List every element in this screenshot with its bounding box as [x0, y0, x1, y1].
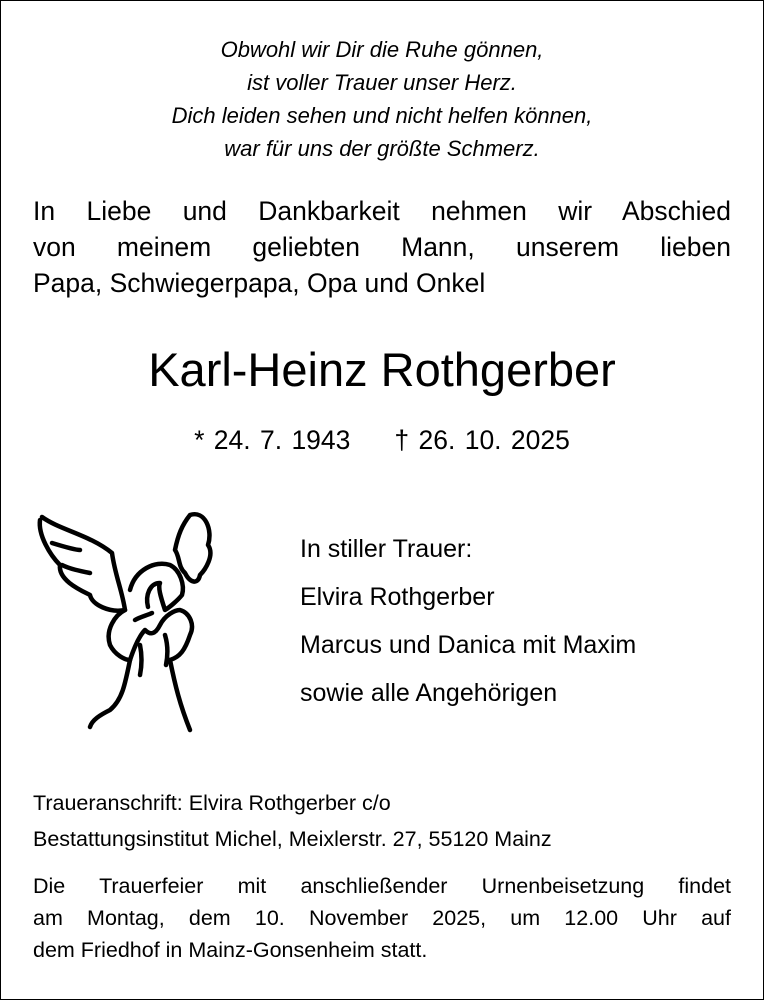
- condolence-address: [33, 785, 552, 857]
- intro-text: [33, 193, 731, 301]
- address-line: Bestattungsinstitut Michel, Meixlerstr. 27, 55120 Mainz: [33, 827, 552, 851]
- funeral-line: dem Friedhof in Mainz-Gonsenheim statt.: [33, 938, 428, 962]
- deceased-name: Karl-Heinz Rothgerber: [148, 343, 616, 396]
- poem: [0, 33, 764, 165]
- intro-line: Papa, Schwiegerpapa, Opa und Onkel: [33, 268, 486, 298]
- death-date: † 26. 10. 2025: [394, 425, 570, 455]
- intro-line: In Liebe und Dankbarkeit nehmen wir Abschied: [33, 196, 731, 226]
- address-line: Traueranschrift: Elvira Rothgerber c/o: [33, 791, 391, 815]
- poem-line: Obwohl wir Dir die Ruhe gönnen,: [220, 37, 544, 62]
- funeral-line: Die Trauerfeier mit anschließender Urnenbeisetzung findet: [33, 874, 731, 898]
- funeral-info: [33, 870, 731, 966]
- mourners-heading: In stiller Trauer:: [300, 535, 473, 563]
- mourner: Marcus und Danica mit Maxim: [300, 631, 637, 659]
- angel-icon: [30, 495, 215, 735]
- mourner: Elvira Rothgerber: [300, 583, 495, 611]
- intro-line: von meinem geliebten Mann, unserem lieben: [33, 232, 731, 262]
- mourners-list: [300, 525, 636, 717]
- poem-line: Dich leiden sehen und nicht helfen können,: [171, 103, 593, 128]
- life-dates: [0, 422, 764, 458]
- poem-line: ist voller Trauer unser Herz.: [247, 70, 517, 95]
- mourner: sowie alle Angehörigen: [300, 679, 558, 707]
- funeral-line: am Montag, dem 10. November 2025, um 12.00 Uhr auf: [33, 906, 731, 930]
- poem-line: war für uns der größte Schmerz.: [224, 136, 540, 161]
- birth-date: * 24. 7. 1943: [194, 425, 351, 455]
